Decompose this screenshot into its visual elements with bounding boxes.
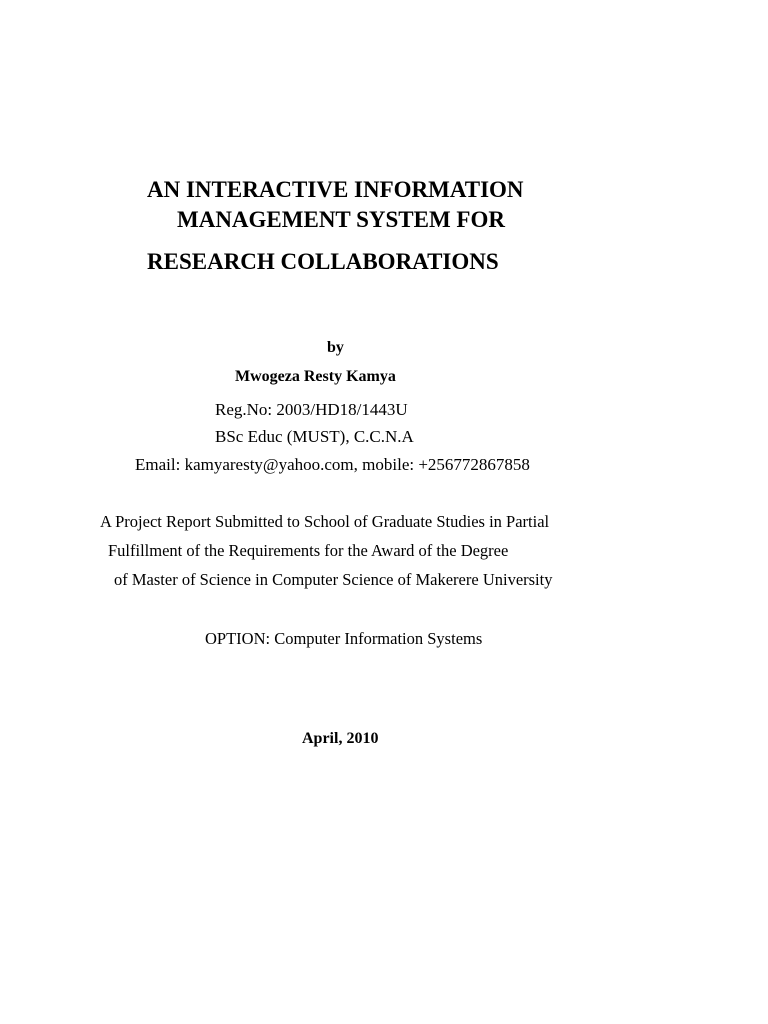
qualifications: BSc Educ (MUST), C.C.N.A	[215, 427, 414, 446]
option-line: OPTION: Computer Information Systems	[205, 629, 483, 648]
title-line-3: RESEARCH COLLABORATIONS	[147, 249, 499, 274]
title-line-1: AN INTERACTIVE INFORMATION	[147, 177, 524, 202]
submission-line-1: A Project Report Submitted to School of Graduate Studies in Partial	[100, 512, 550, 531]
submission-date: April, 2010	[302, 730, 379, 747]
author-name: Mwogeza Resty Kamya	[235, 368, 396, 385]
submission-line-3: of Master of Science in Computer Science of Makerere University	[114, 570, 553, 589]
submission-line-2: Fulfillment of the Requirements for the Award of the Degree	[108, 541, 509, 560]
contact-details: Email: kamyaresty@yahoo.com, mobile: +256772867858	[135, 455, 530, 474]
by-label: by	[327, 339, 344, 356]
registration-number: Reg.No: 2003/HD18/1443U	[215, 400, 408, 419]
title-line-2: MANAGEMENT SYSTEM FOR	[177, 207, 505, 232]
